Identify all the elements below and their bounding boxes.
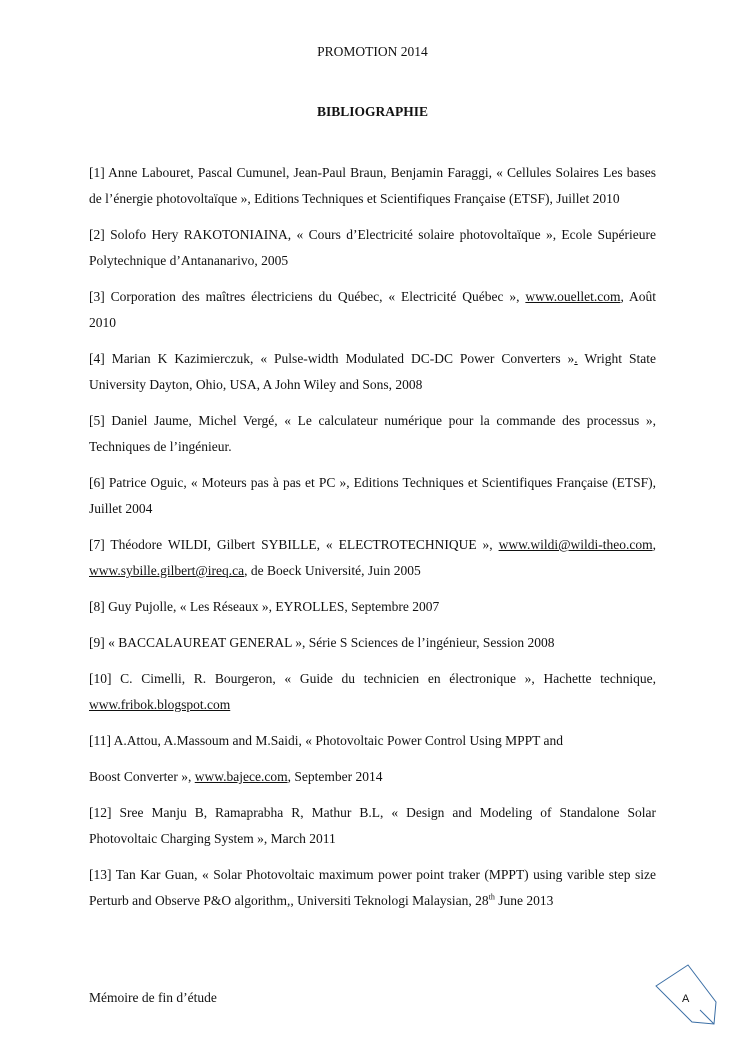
reference-item: [3] Corporation des maîtres électriciens du Québec, « Electricité Québec », www.ouellet.com, Août 2010 [89, 289, 656, 330]
reference-item: [1] Anne Labouret, Pascal Cumunel, Jean-Paul Braun, Benjamin Faraggi, « Cellules Solaires Les bases de l’énergie photovoltaïque », Editions Techniques et Scientifiques Française (ETSF), Juillet 2010 [89, 165, 656, 206]
reference-item: [6] Patrice Oguic, « Moteurs pas à pas et PC », Editions Techniques et Scientifiques Française (ETSF), Juillet 2004 [89, 475, 656, 516]
reference-item: [11] A.Attou, A.Massoum and M.Saidi, « Photovoltaic Power Control Using MPPT and [89, 733, 564, 748]
reference-link[interactable]: www.fribok.blogspot.com [89, 697, 231, 712]
reference-link[interactable]: www.sybille.gilbert@ireq.ca [89, 563, 245, 578]
reference-item: [2] Solofo Hery RAKOTONIAINA, « Cours d’Electricité solaire photovoltaïque », Ecole Supérieure Polytechnique d’Antananarivo, 2005 [89, 227, 656, 268]
page-header: PROMOTION 2014 [317, 44, 428, 59]
reference-item: [12] Sree Manju B, Ramaprabha R, Mathur B.L, « Design and Modeling of Standalone Solar Photovoltaic Charging System », March 2011 [89, 805, 656, 846]
page-letter: A [682, 993, 690, 1005]
reference-link[interactable]: . [574, 351, 578, 366]
reference-item: [5] Daniel Jaume, Michel Vergé, « Le calculateur numérique pour la commande des processus », Techniques de l’ingénieur. [89, 413, 656, 454]
reference-item: [10] C. Cimelli, R. Bourgeron, « Guide du technicien en électronique », Hachette technique, www.fribok.blogspot.com [89, 671, 656, 712]
page-footer: Mémoire de fin d’étude [89, 990, 217, 1005]
reference-link[interactable]: www.bajece.com [194, 769, 288, 784]
page-number-badge [654, 964, 730, 1030]
bibliography-list [89, 160, 656, 914]
page-title: BIBLIOGRAPHIE [316, 104, 429, 119]
reference-item: [4] Marian K Kazimierczuk, « Pulse-width Modulated DC-DC Power Converters ». Wright State University Dayton, Ohio, USA, A John Wiley and Sons, 2008 [89, 351, 657, 392]
reference-item: [8] Guy Pujolle, « Les Réseaux », EYROLLES, Septembre 2007 [89, 599, 440, 614]
reference-item: Boost Converter », www.bajece.com, September 2014 [89, 769, 383, 784]
reference-item: [9] « BACCALAUREAT GENERAL », Série S Sciences de l’ingénieur, Session 2008 [89, 635, 555, 650]
reference-link[interactable]: www.wildi@wildi-theo.com [498, 537, 653, 552]
reference-item: [13] Tan Kar Guan, « Solar Photovoltaic maximum power point traker (MPPT) using varible step size Perturb and Observe P&O algorithm,, Universiti Teknologi Malaysian, 28th June 2013 [89, 867, 656, 908]
diamond-badge-icon [654, 964, 730, 1030]
reference-link[interactable]: www.ouellet.com [525, 289, 621, 304]
reference-item: [7] Théodore WILDI, Gilbert SYBILLE, « ELECTROTECHNIQUE », www.wildi@wildi-theo.com, www.sybille.gilbert@ireq.ca, de Boeck Université, Juin 2005 [89, 537, 656, 578]
